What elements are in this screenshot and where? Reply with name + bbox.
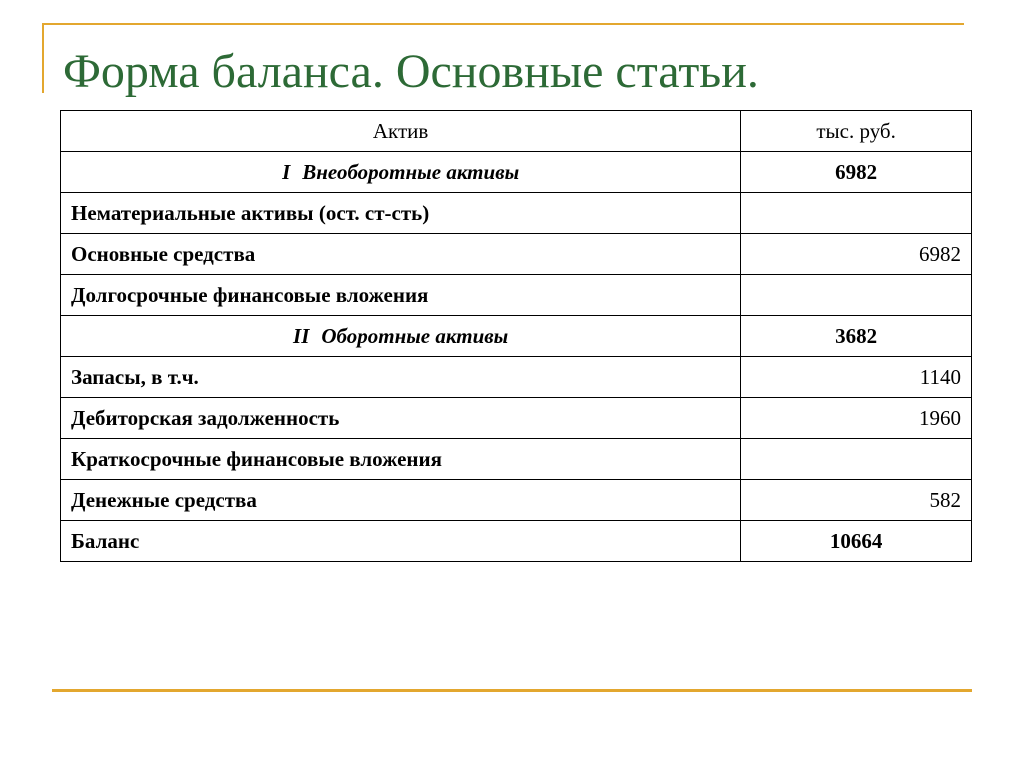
item-value: 6982 xyxy=(741,234,972,275)
table-row xyxy=(61,357,972,398)
table-row xyxy=(61,234,972,275)
table-row xyxy=(61,193,972,234)
section-row-noncurrent xyxy=(61,152,972,193)
top-accent-line xyxy=(42,23,964,25)
item-label: Краткосрочные финансовые вложения xyxy=(61,439,741,480)
table-header-row xyxy=(61,111,972,152)
item-label: Запасы, в т.ч. xyxy=(61,357,741,398)
section-row-current xyxy=(61,316,972,357)
balance-table xyxy=(60,110,972,562)
section-title: Внеоборотные активы xyxy=(302,159,520,184)
section-label-noncurrent xyxy=(61,152,741,193)
section-title: Оборотные активы xyxy=(321,323,509,348)
item-label: Дебиторская задолженность xyxy=(61,398,741,439)
table-row xyxy=(61,480,972,521)
balance-label: Баланс xyxy=(61,521,741,562)
section-total: 3682 xyxy=(741,316,972,357)
table-row xyxy=(61,439,972,480)
item-value xyxy=(741,275,972,316)
left-accent-line xyxy=(42,23,44,93)
section-total: 6982 xyxy=(741,152,972,193)
table-row xyxy=(61,398,972,439)
section-roman: II xyxy=(293,323,310,348)
item-value xyxy=(741,193,972,234)
item-label: Нематериальные активы (ост. ст-сть) xyxy=(61,193,741,234)
item-label: Основные средства xyxy=(61,234,741,275)
slide-title: Форма баланса. Основные статьи. xyxy=(63,45,759,98)
header-asset: Актив xyxy=(61,111,741,152)
section-roman: I xyxy=(282,159,291,184)
header-unit: тыс. руб. xyxy=(741,111,972,152)
item-value: 582 xyxy=(741,480,972,521)
item-value: 1140 xyxy=(741,357,972,398)
table-row xyxy=(61,275,972,316)
item-label: Долгосрочные финансовые вложения xyxy=(61,275,741,316)
item-value xyxy=(741,439,972,480)
section-label-current xyxy=(61,316,741,357)
item-label: Денежные средства xyxy=(61,480,741,521)
balance-row xyxy=(61,521,972,562)
bottom-accent-line xyxy=(52,689,972,692)
item-value: 1960 xyxy=(741,398,972,439)
balance-value: 10664 xyxy=(741,521,972,562)
